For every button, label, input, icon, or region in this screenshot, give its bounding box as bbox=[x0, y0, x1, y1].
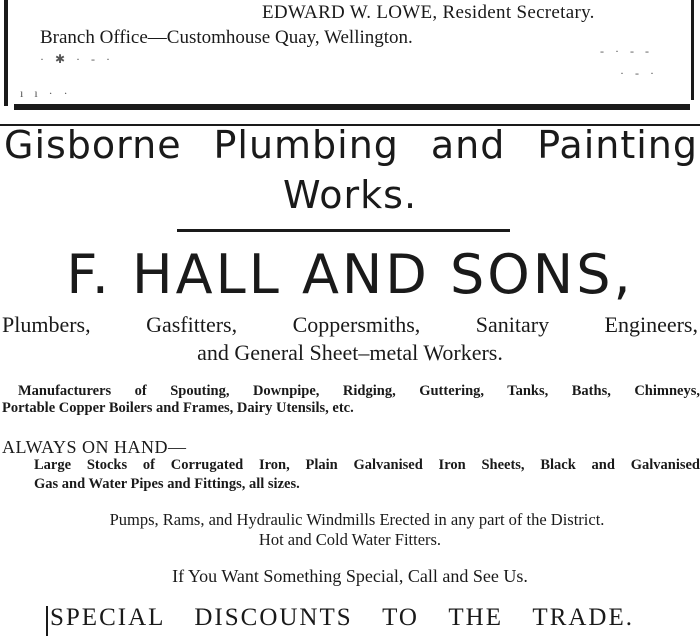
headline-underline bbox=[177, 229, 510, 232]
pumps-line-2: Hot and Cold Water Fitters. bbox=[258, 530, 442, 549]
bracket-mark bbox=[46, 606, 48, 636]
stocks-line-1: Large Stocks of Corrugated Iron, Plain Galvanised Iron Sheets, Black and Galvanised bbox=[34, 457, 700, 473]
secretary-line: EDWARD W. LOWE, Resident Secretary. bbox=[262, 2, 595, 23]
special-request-line: If You Want Something Special, Call and See Us. bbox=[172, 566, 528, 586]
pumps-paragraph bbox=[0, 510, 700, 550]
advert-headline bbox=[0, 120, 700, 220]
print-specks: · ✱ · - · bbox=[40, 52, 115, 66]
manufacturers-line-1: Manufacturers of Spouting, Downpipe, Ridging, Guttering, Tanks, Baths, Chimneys, bbox=[18, 383, 700, 399]
print-specks: ı ı · · bbox=[20, 86, 72, 100]
trades-line-1: Plumbers, Gasfitters, Coppersmiths, Sanitary Engineers, bbox=[2, 312, 698, 337]
manufacturers-paragraph bbox=[0, 383, 700, 417]
print-specks: · - · bbox=[620, 66, 658, 80]
headline-line-1: Gisborne Plumbing and Painting bbox=[4, 123, 698, 167]
manufacturers-line-2: Portable Copper Boilers and Frames, Dairy Utensils, etc. bbox=[2, 400, 354, 416]
trades-list bbox=[0, 311, 700, 367]
border-right bbox=[691, 0, 694, 100]
separator-rule bbox=[14, 104, 690, 110]
trade-discount-line: SPECIAL DISCOUNTS TO THE TRADE. bbox=[50, 604, 634, 631]
stocks-paragraph bbox=[0, 456, 700, 494]
border-left bbox=[4, 0, 8, 106]
pumps-line-1: Pumps, Rams, and Hydraulic Windmills Erected in any part of the District. bbox=[109, 510, 605, 529]
firm-name: F. HALL AND SONS, bbox=[66, 243, 634, 306]
headline-line-2: Works. bbox=[282, 173, 418, 217]
branch-office-line: Branch Office—Customhouse Quay, Wellington. bbox=[40, 27, 413, 48]
print-specks: - · - - bbox=[600, 44, 653, 58]
always-on-hand-heading: ALWAYS ON HAND— bbox=[2, 437, 187, 457]
stocks-line-2: Gas and Water Pipes and Fittings, all sizes. bbox=[34, 476, 300, 492]
trades-line-2: and General Sheet–metal Workers. bbox=[197, 340, 503, 365]
